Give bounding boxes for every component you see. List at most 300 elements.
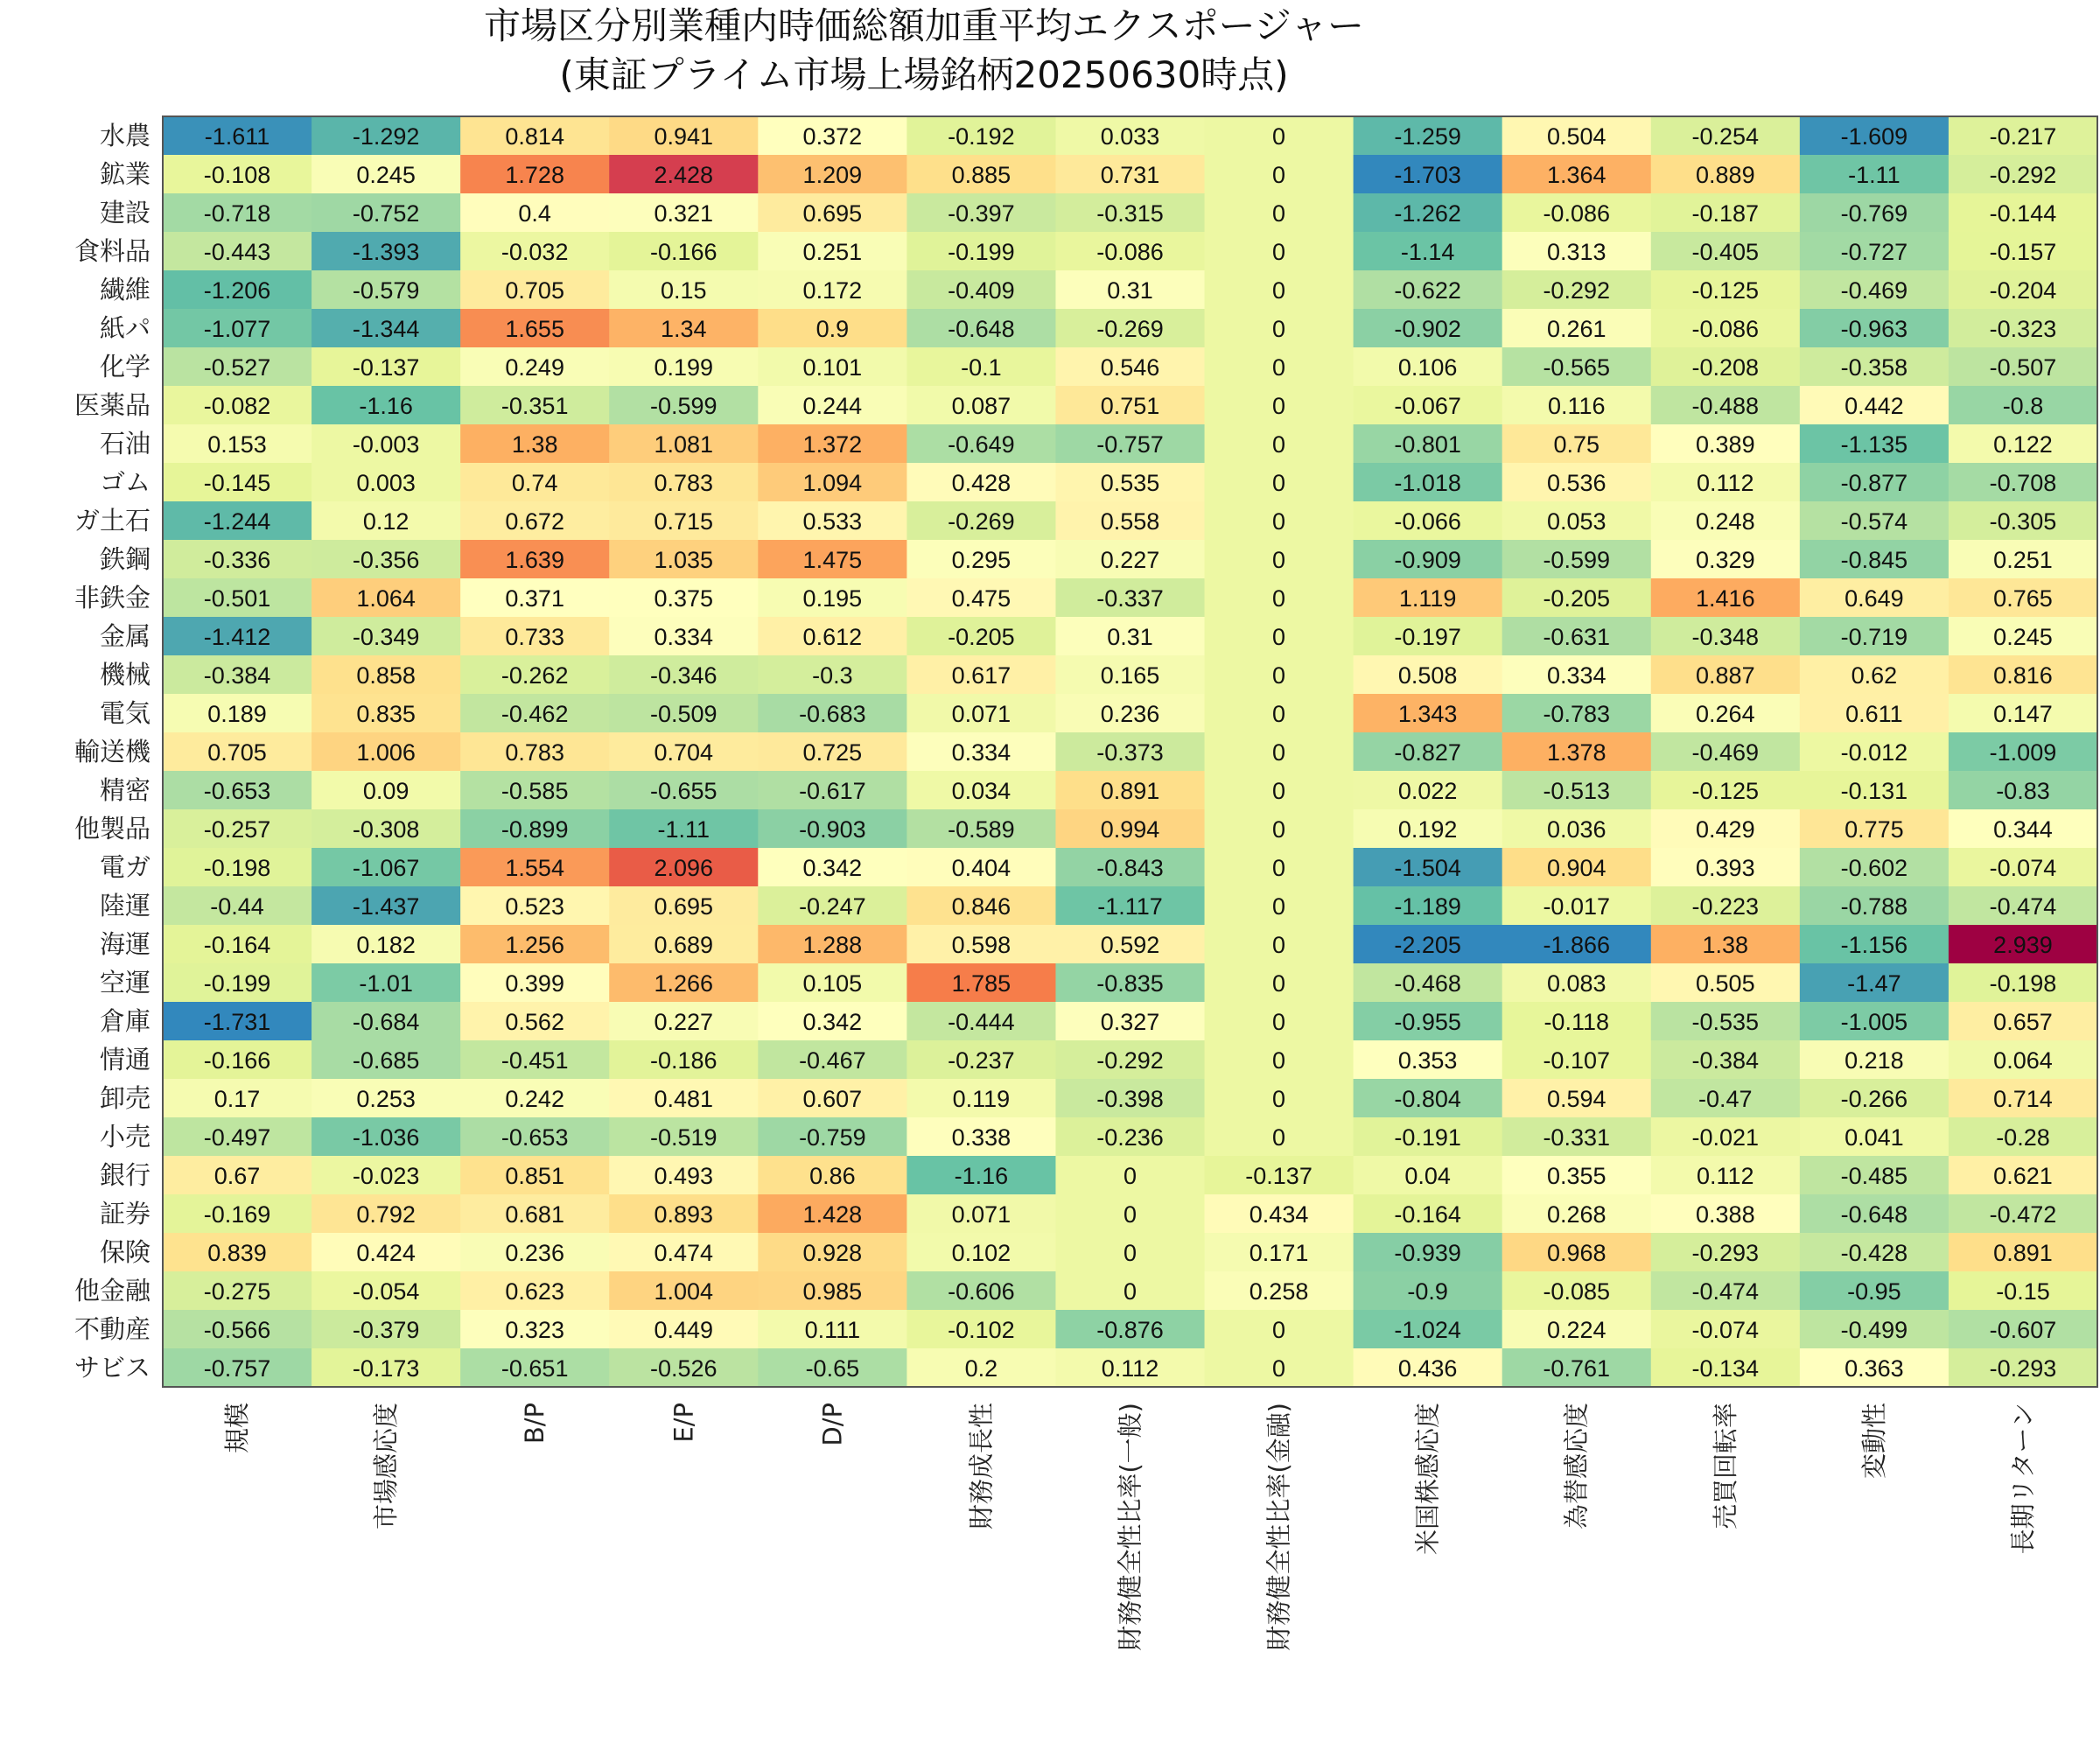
cell-value-label: 0.227: [1100, 547, 1160, 573]
cell-value-label: -0.118: [1544, 1009, 1610, 1035]
cell-value-label: 0.353: [1397, 1047, 1458, 1074]
cell-value-label: 0: [1272, 277, 1286, 304]
cell-value-label: 0.258: [1249, 1278, 1309, 1305]
cell-value-label: 0.218: [1844, 1047, 1904, 1074]
cell-value-label: 0.112: [1101, 1355, 1159, 1382]
cell-value-label: 0.715: [654, 508, 714, 535]
cell-value-label: -0.648: [948, 316, 1015, 342]
column-label: 財務健全性比率(一般): [1115, 1403, 1145, 1651]
cell-value-label: 0.475: [951, 585, 1012, 612]
cell-value-label: 0: [1272, 1355, 1286, 1382]
cell-value-label: 0.31: [1107, 277, 1153, 304]
column-label: D/P: [817, 1403, 848, 1446]
cell-value-label: -0.337: [1096, 585, 1164, 612]
cell-value-label: 0: [1272, 970, 1286, 997]
row-label: 空運: [99, 968, 150, 998]
cell-value-label: 0: [1272, 239, 1286, 265]
cell-value-label: 0.523: [505, 893, 564, 920]
cell-value-label: -0.899: [500, 816, 569, 843]
cell-value-label: 1.785: [951, 970, 1012, 997]
cell-value-label: 0.689: [654, 932, 714, 958]
cell-value-label: -0.902: [1394, 316, 1461, 342]
cell-value-label: 0: [1272, 508, 1286, 535]
cell-value-label: -1.01: [359, 970, 413, 997]
cell-value-label: -0.208: [1691, 354, 1760, 381]
cell-value-label: -1.412: [203, 624, 271, 650]
cell-value-label: -0.488: [1691, 393, 1760, 419]
cell-value-label: -0.617: [799, 778, 866, 804]
cell-value-label: 0.75: [1553, 431, 1600, 458]
cell-value-label: -1.189: [1394, 893, 1461, 920]
heatmap-cells: [163, 116, 2098, 1388]
cell-value-label: 0.67: [214, 1163, 261, 1189]
cell-value-label: 0.695: [654, 893, 714, 920]
cell-value-label: -0.012: [1840, 739, 1908, 766]
cell-value-label: -0.054: [352, 1278, 420, 1305]
cell-value-label: -0.169: [203, 1201, 271, 1228]
cell-value-label: 0.399: [505, 970, 564, 997]
cell-value-label: -0.358: [1840, 354, 1908, 381]
cell-value-label: -0.356: [352, 547, 420, 573]
cell-value-label: -0.262: [500, 662, 569, 689]
cell-value-label: -2.205: [1394, 932, 1461, 958]
cell-value-label: 0: [1272, 547, 1286, 573]
cell-value-label: -1.731: [203, 1009, 271, 1035]
cell-value-label: -0.405: [1691, 239, 1760, 265]
cell-value-label: -1.16: [359, 393, 413, 419]
cell-value-label: -0.585: [500, 778, 569, 804]
cell-value-label: 0.224: [1546, 1317, 1606, 1343]
cell-value-label: 0.372: [802, 123, 863, 150]
column-label: B/P: [520, 1403, 550, 1445]
cell-value-label: -0.164: [203, 932, 271, 958]
column-label: 米国株感応度: [1412, 1403, 1443, 1556]
cell-value-label: -1.262: [1394, 200, 1461, 227]
cell-value-label: -0.499: [1840, 1317, 1908, 1343]
cell-value-label: 0.846: [951, 893, 1012, 920]
cell-value-label: 0.17: [214, 1086, 261, 1112]
cell-value-label: 0.261: [1546, 316, 1606, 342]
cell-value-label: 0.704: [654, 739, 714, 766]
cell-value-label: -0.023: [352, 1163, 420, 1189]
cell-value-label: 0.329: [1696, 547, 1755, 573]
cell-value-label: -0.579: [352, 277, 420, 304]
cell-value-label: -0.102: [948, 1317, 1015, 1343]
cell-value-label: 0.705: [207, 739, 267, 766]
cell-value-label: 0.751: [1100, 393, 1160, 419]
cell-value-label: 0.504: [1546, 123, 1606, 150]
cell-value-label: 0.112: [1697, 470, 1754, 496]
cell-value-label: 0.248: [1696, 508, 1755, 535]
cell-value-label: 0.928: [802, 1240, 863, 1266]
cell-value-label: 0.889: [1696, 162, 1755, 188]
cell-value-label: 0.053: [1546, 508, 1606, 535]
cell-value-label: 0.792: [356, 1201, 416, 1228]
cell-value-label: 0.611: [1845, 701, 1903, 727]
cell-value-label: -0.939: [1394, 1240, 1461, 1266]
cell-value-label: -0.655: [649, 778, 718, 804]
row-label: 食料品: [74, 236, 150, 266]
cell-value-label: -0.384: [1691, 1047, 1760, 1074]
cell-value-label: 0: [1272, 1047, 1286, 1074]
cell-value-label: 0.251: [802, 239, 863, 265]
cell-value-label: -1.018: [1394, 470, 1461, 496]
cell-value-label: 0.388: [1696, 1201, 1755, 1228]
cell-value-label: 1.372: [802, 431, 863, 458]
row-label: 金属: [99, 621, 150, 651]
cell-value-label: 0.429: [1696, 816, 1755, 843]
cell-value-label: 0: [1272, 624, 1286, 650]
column-labels: [222, 1403, 2038, 1651]
cell-value-label: -0.955: [1394, 1009, 1461, 1035]
cell-value-label: -0.718: [203, 200, 271, 227]
column-label: 市場感応度: [371, 1403, 402, 1530]
cell-value-label: 0.994: [1100, 816, 1160, 843]
cell-value-label: -0.607: [1989, 1317, 2057, 1343]
cell-value-label: 0.816: [1993, 662, 2053, 689]
cell-value-label: 0.891: [1993, 1240, 2053, 1266]
cell-value-label: -0.526: [649, 1355, 718, 1382]
cell-value-label: 0.342: [802, 1009, 863, 1035]
cell-value-label: -0.237: [948, 1047, 1015, 1074]
cell-value-label: 0: [1272, 701, 1286, 727]
cell-value-label: -0.398: [1096, 1086, 1164, 1112]
cell-value-label: 1.475: [802, 547, 863, 573]
cell-value-label: 1.004: [654, 1278, 714, 1305]
cell-value-label: 0.12: [362, 508, 410, 535]
cell-value-label: -0.074: [1691, 1317, 1760, 1343]
cell-value-label: -1.16: [954, 1163, 1009, 1189]
cell-value-label: 0.371: [505, 585, 564, 612]
cell-value-label: -0.757: [203, 1355, 271, 1382]
cell-value-label: 0.09: [362, 778, 410, 804]
cell-value-label: 0.594: [1546, 1086, 1606, 1112]
cell-value-label: 0.2: [964, 1355, 998, 1382]
row-label: 電ガ: [99, 852, 150, 882]
cell-value-label: 1.34: [660, 316, 707, 342]
cell-value-label: -0.308: [352, 816, 420, 843]
cell-value-label: -0.683: [799, 701, 866, 727]
column-label: 財務健全性比率(金融): [1264, 1403, 1294, 1651]
cell-value-label: -0.349: [352, 624, 420, 650]
row-label: ゴム: [99, 467, 150, 497]
cell-value-label: -0.845: [1840, 547, 1908, 573]
column-label: 財務成長性: [966, 1403, 997, 1530]
row-label: 銀行: [99, 1160, 150, 1190]
cell-value-label: 0.31: [1107, 624, 1153, 650]
cell-value-label: -0.909: [1394, 547, 1461, 573]
row-label: 繊維: [99, 275, 150, 304]
cell-value-label: -0.474: [1989, 893, 2057, 920]
row-label: 倉庫: [99, 1006, 150, 1036]
cell-value-label: 0.199: [654, 354, 714, 381]
cell-value-label: -0.192: [948, 123, 1015, 150]
cell-value-label: 0: [1272, 662, 1286, 689]
row-label: 紙パ: [99, 313, 150, 343]
cell-value-label: 0.621: [1993, 1163, 2053, 1189]
cell-value-label: -0.651: [500, 1355, 569, 1382]
cell-value-label: -0.602: [1840, 855, 1908, 881]
cell-value-label: -0.164: [1394, 1201, 1461, 1228]
cell-value-label: 0.268: [1546, 1201, 1606, 1228]
cell-value-label: -0.293: [1691, 1240, 1760, 1266]
cell-value-label: 0.695: [802, 200, 863, 227]
cell-value-label: -0.876: [1096, 1317, 1164, 1343]
cell-value-label: -0.292: [1096, 1047, 1164, 1074]
cell-value-label: 0.147: [1993, 701, 2053, 727]
cell-value-label: 0.071: [951, 701, 1012, 727]
row-label: 卸売: [99, 1083, 150, 1113]
column-label: E/P: [668, 1403, 699, 1443]
cell-value-label: 0.227: [654, 1009, 714, 1035]
row-label: 電気: [99, 698, 150, 728]
cell-value-label: -0.752: [352, 200, 420, 227]
cell-value-label: 1.378: [1546, 739, 1606, 766]
cell-value-label: -0.217: [1989, 123, 2057, 150]
cell-value-label: 0.612: [802, 624, 863, 650]
cell-value-label: -0.067: [1394, 393, 1461, 419]
cell-value-label: -0.021: [1691, 1124, 1760, 1151]
cell-value-label: 0: [1272, 1317, 1286, 1343]
cell-value-label: 0.242: [505, 1086, 564, 1112]
cell-value-label: -0.788: [1840, 893, 1908, 920]
cell-value-label: -0.804: [1394, 1086, 1461, 1112]
cell-value-label: -0.137: [352, 354, 420, 381]
cell-value-label: -0.903: [799, 816, 866, 843]
cell-value-label: 1.38: [1702, 932, 1749, 958]
cell-value-label: -0.131: [1840, 778, 1908, 804]
cell-value-label: 0.041: [1844, 1124, 1904, 1151]
cell-value-label: -0.247: [799, 893, 866, 920]
cell-value-label: -0.198: [203, 855, 271, 881]
cell-value-label: -0.443: [203, 239, 271, 265]
cell-value-label: 0.681: [505, 1201, 564, 1228]
cell-value-label: 0.765: [1993, 585, 2053, 612]
cell-value-label: 0.171: [1249, 1240, 1309, 1266]
cell-value-label: 0.941: [654, 123, 714, 150]
cell-value-label: -0.191: [1394, 1124, 1461, 1151]
cell-value-label: 0.389: [1696, 431, 1755, 458]
cell-value-label: 0.172: [802, 277, 863, 304]
cell-value-label: -0.187: [1691, 200, 1760, 227]
cell-value-label: -0.769: [1840, 200, 1908, 227]
cell-value-label: 0.835: [356, 701, 416, 727]
cell-value-label: 0.295: [951, 547, 1012, 573]
cell-value-label: 0.714: [1993, 1086, 2053, 1112]
cell-value-label: -0.125: [1691, 778, 1760, 804]
cell-value-label: 0.442: [1844, 393, 1904, 419]
cell-value-label: -0.469: [1691, 739, 1760, 766]
cell-value-label: -0.348: [1691, 624, 1760, 650]
cell-value-label: 0.264: [1696, 701, 1755, 727]
cell-value-label: -0.1: [961, 354, 1002, 381]
cell-value-label: 0.839: [207, 1240, 267, 1266]
cell-value-label: -0.877: [1840, 470, 1908, 496]
cell-value-label: -0.293: [1989, 1355, 2057, 1382]
column-label: 長期リターン: [2007, 1403, 2038, 1555]
cell-value-label: -0.125: [1691, 277, 1760, 304]
cell-value-label: 0: [1272, 778, 1286, 804]
row-label: 情通: [99, 1045, 150, 1074]
cell-value-label: 0.119: [952, 1086, 1011, 1112]
cell-value-label: -0.648: [1840, 1201, 1908, 1228]
cell-value-label: 0.334: [654, 624, 714, 650]
cell-value-label: 0.195: [802, 585, 863, 612]
cell-value-label: -0.428: [1840, 1240, 1908, 1266]
cell-value-label: -1.077: [203, 316, 271, 342]
cell-value-label: -1.344: [352, 316, 420, 342]
cell-value-label: 0.182: [356, 932, 416, 958]
cell-value-label: 0.607: [802, 1086, 863, 1112]
cell-value-label: -0.266: [1840, 1086, 1908, 1112]
cell-value-label: -0.323: [1989, 316, 2057, 342]
cell-value-label: -0.107: [1543, 1047, 1611, 1074]
cell-value-label: 0.851: [505, 1163, 564, 1189]
cell-value-label: 0: [1272, 162, 1286, 188]
cell-value-label: 0.893: [654, 1201, 714, 1228]
cell-value-label: -0.685: [352, 1047, 420, 1074]
cell-value-label: -1.259: [1394, 123, 1461, 150]
cell-value-label: 0.623: [505, 1278, 564, 1305]
cell-value-label: -0.835: [1096, 970, 1164, 997]
cell-value-label: -0.708: [1989, 470, 2057, 496]
cell-value-label: 0.251: [1993, 547, 2053, 573]
cell-value-label: 0.814: [505, 123, 564, 150]
cell-value-label: 0: [1272, 393, 1286, 419]
cell-value-label: -1.393: [352, 239, 420, 265]
cell-value-label: -0.827: [1394, 739, 1461, 766]
cell-value-label: 0.533: [802, 508, 863, 535]
row-label: 他金融: [74, 1276, 150, 1306]
row-label: 精密: [99, 775, 150, 805]
cell-value-label: -0.501: [203, 585, 271, 612]
cell-value-label: 0.775: [1844, 816, 1904, 843]
cell-value-label: 0.116: [1547, 393, 1606, 419]
cell-value-label: -0.589: [948, 816, 1015, 843]
cell-value-label: 0.434: [1249, 1201, 1309, 1228]
cell-value-label: 1.428: [802, 1201, 863, 1228]
cell-value-label: 0: [1123, 1278, 1138, 1305]
cell-value-label: -0.727: [1840, 239, 1908, 265]
cell-value-label: 0.393: [1696, 855, 1755, 881]
cell-value-label: -0.199: [203, 970, 271, 997]
cell-value-label: 1.094: [802, 470, 863, 496]
column-label: 為替感応度: [1561, 1403, 1592, 1530]
cell-value-label: 0: [1272, 1009, 1286, 1035]
cell-value-label: -0.843: [1096, 855, 1164, 881]
cell-value-label: 2.096: [654, 855, 714, 881]
cell-value-label: 2.428: [654, 162, 714, 188]
cell-value-label: 0.342: [802, 855, 863, 881]
cell-value-label: 0.428: [951, 470, 1012, 496]
cell-value-label: -0.384: [203, 662, 271, 689]
cell-value-label: 0.558: [1100, 508, 1160, 535]
cell-value-label: -0.622: [1394, 277, 1461, 304]
cell-value-label: 0: [1272, 893, 1286, 920]
cell-value-label: 0.313: [1546, 239, 1606, 265]
cell-value-label: 0.535: [1100, 470, 1160, 496]
cell-value-label: 0.338: [951, 1124, 1012, 1151]
cell-value-label: -0.254: [1691, 123, 1760, 150]
cell-value-label: 0.9: [816, 316, 850, 342]
cell-value-label: -0.535: [1691, 1009, 1760, 1035]
cell-value-label: -0.95: [1847, 1278, 1901, 1305]
cell-value-label: -1.009: [1989, 739, 2057, 766]
cell-value-label: 0.112: [1697, 1163, 1754, 1189]
cell-value-label: 0.74: [511, 470, 558, 496]
cell-value-label: -0.468: [1394, 970, 1461, 997]
cell-value-label: -0.373: [1096, 739, 1164, 766]
cell-value-label: 0.481: [654, 1086, 714, 1112]
cell-value-label: 0.404: [951, 855, 1012, 881]
cell-value-label: 0.649: [1844, 585, 1904, 612]
cell-value-label: -0.469: [1840, 277, 1908, 304]
cell-value-label: 0.064: [1993, 1047, 2053, 1074]
cell-value-label: 0.165: [1100, 662, 1160, 689]
cell-value-label: 0.617: [951, 662, 1012, 689]
cell-value-label: -0.566: [203, 1317, 271, 1343]
cell-value-label: -0.653: [203, 778, 271, 804]
cell-value-label: 0.244: [802, 393, 863, 419]
cell-value-label: -1.437: [352, 893, 420, 920]
cell-value-label: 1.035: [654, 547, 714, 573]
cell-value-label: 1.655: [505, 316, 564, 342]
cell-value-label: 0.86: [809, 1163, 856, 1189]
cell-value-label: 1.639: [505, 547, 564, 573]
row-labels: [74, 121, 151, 1382]
cell-value-label: -1.14: [1400, 239, 1455, 265]
cell-value-label: -0.519: [649, 1124, 718, 1151]
row-label: 他製品: [74, 814, 150, 844]
cell-value-label: -0.166: [649, 239, 718, 265]
cell-value-label: -0.305: [1989, 508, 2057, 535]
cell-value-label: 0: [1123, 1163, 1138, 1189]
cell-value-label: -0.204: [1989, 277, 2057, 304]
cell-value-label: -0.444: [948, 1009, 1015, 1035]
cell-value-label: 0.672: [505, 508, 564, 535]
cell-value-label: 0: [1272, 585, 1286, 612]
cell-value-label: -0.28: [1996, 1124, 2050, 1151]
cell-value-label: -0.198: [1989, 970, 2057, 997]
cell-value-label: -0.205: [948, 624, 1015, 650]
cell-value-label: 0.003: [356, 470, 416, 496]
cell-value-label: 0: [1272, 1124, 1286, 1151]
cell-value-label: -1.611: [204, 123, 270, 150]
cell-value-label: 0.546: [1100, 354, 1160, 381]
cell-value-label: 1.209: [802, 162, 863, 188]
cell-value-label: -0.199: [948, 239, 1015, 265]
cell-value-label: -0.9: [1407, 1278, 1448, 1305]
cell-value-label: 0.598: [951, 932, 1012, 958]
cell-value-label: 1.728: [505, 162, 564, 188]
cell-value-label: -0.963: [1840, 316, 1908, 342]
cell-value-label: -0.801: [1394, 431, 1461, 458]
cell-value-label: -0.757: [1096, 431, 1164, 458]
chart-title-line1: 市場区分別業種内時価総額加重平均エクスポージャー: [484, 4, 1364, 47]
cell-value-label: 0: [1272, 932, 1286, 958]
cell-value-label: 0.436: [1397, 1355, 1458, 1382]
cell-value-label: -0.574: [1840, 508, 1908, 535]
cell-value-label: 0.033: [1100, 123, 1160, 150]
cell-value-label: -0.507: [1989, 354, 2057, 381]
cell-value-label: -0.497: [203, 1124, 271, 1151]
row-label: 小売: [99, 1122, 150, 1152]
cell-value-label: -1.866: [1543, 932, 1611, 958]
cell-value-label: -0.83: [1996, 778, 2050, 804]
cell-value-label: -1.156: [1840, 932, 1908, 958]
cell-value-label: 0.344: [1993, 816, 2053, 843]
cell-value-label: 1.288: [802, 932, 863, 958]
